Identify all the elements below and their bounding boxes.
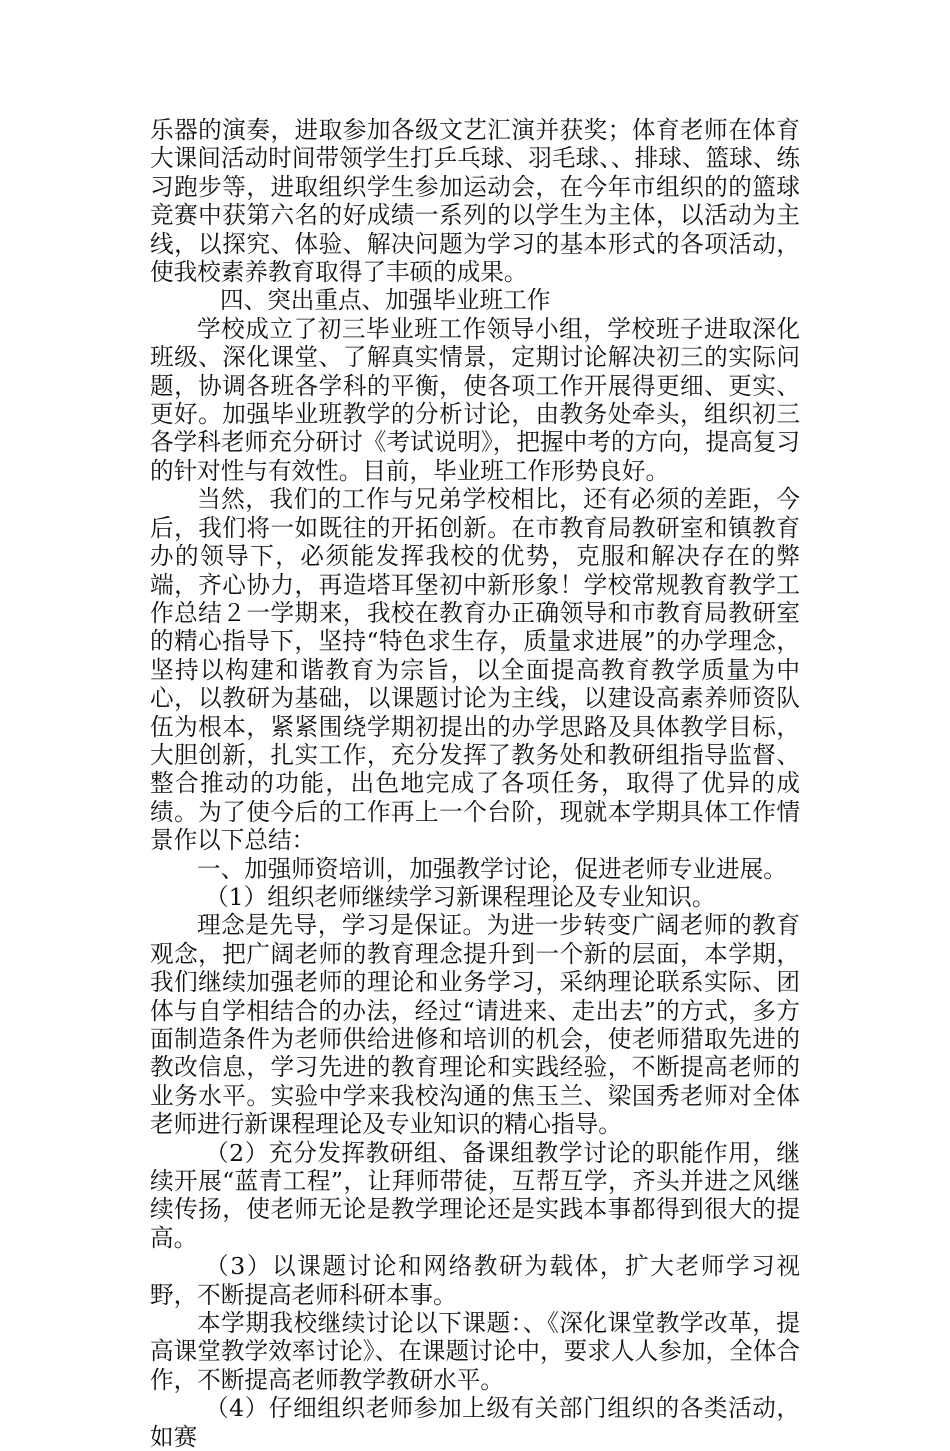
paragraph-item-4: （4）仔细组织老师参加上级有关部门组织的各类活动，如赛 <box>150 1394 800 1451</box>
paragraph-item-3: （3）以课题讨论和网络教研为载体，扩大老师学习视野，不断提高老师科研本事。 <box>150 1252 800 1309</box>
paragraph-arts-sports-activities: 乐器的演奏，进取参加各级文艺汇演并获奖；体育老师在体育大课间活动时间带领学生打乒乓球、羽毛球、、排球、篮球、练习跑步等，进取组织学生参加运动会，在今年市组织的的篮球竞赛中获第六名的好成绩一系列的以学生为主体，以活动为主线，以探究、体验、解决问题为学习的基本形式的各项活动，使我校素养教育取得了丰硕的成果。 <box>150 116 800 287</box>
paragraph-item-2: （2）充分发挥教研组、备课组教学讨论的职能作用，继续开展“蓝青工程”，让拜师带徒，互帮互学，齐头并进之风继续传扬，使老师无论是教学理论还是实践本事都得到很大的提高。 <box>150 1138 800 1252</box>
section-heading-teacher-training: 一、加强师资培训，加强教学讨论，促进老师专业进展。 <box>197 854 787 883</box>
paragraph-graduating-class-work: 学校成立了初三毕业班工作领导小组，学校班子进取深化班级、深化课堂、了解真实情景，定期讨论解决初三的实际问题，协调各班各学科的平衡，使各项工作开展得更细、更实、更好。加强毕业班教学的分析讨论，由教务处牵头，组织初三各学科老师充分研讨《考试说明》，把握中考的方向，提高复习的针对性与有效性。目前，毕业班工作形势良好。 <box>150 314 800 485</box>
paragraph-summary-intro: 当然，我们的工作与兄弟学校相比，还有必须的差距，今后，我们将一如既往的开拓创新。在市教育局教研室和镇教育办的领导下，必须能发挥我校的优势，克服和解决存在的弊端，齐心协力，再造塔耳堡初中新形象！学校常规教育教学工作总结２一学期来，我校在教育办正确领导和市教育局教研室的精心指导下，坚持“特色求生存，质量求进展”的办学理念，坚持以构建和谐教育为宗旨，以全面提高教育教学质量为中心，以教研为基础，以课题讨论为主线，以建设高素养师资队伍为根本，紧紧围绕学期初提出的办学思路及具体教学目标，大胆创新，扎实工作，充分发挥了教务处和教研组指导监督、整合推动的功能，出色地完成了各项任务，取得了优异的成绩。为了使今后的工作再上一个台阶，现就本学期具体工作情景作以下总结： <box>150 485 800 855</box>
subheading-item-1: （1）组织老师继续学习新课程理论及专业知识。 <box>205 882 716 911</box>
section-heading-graduating-class: 四、突出重点、加强毕业班工作 <box>220 286 551 315</box>
paragraph-research-topics: 本学期我校继续讨论以下课题：、《深化课堂教学改革，提高课堂教学效率讨论》、在课题讨论中，要求人人参加，全体合作，不断提高老师教学教研水平。 <box>150 1309 800 1394</box>
document-body <box>150 116 800 1451</box>
paragraph-teaching-philosophy: 理念是先导，学习是保证。为进一步转变广阔老师的教育观念，把广阔老师的教育理念提升到一个新的层面，本学期，我们继续加强老师的理论和业务学习，采纳理论联系实际、团体与自学相结合的办法，经过“请进来、走出去”的方式，多方面制造条件为老师供给进修和培训的机会，使老师猎取先进的教改信息，学习先进的教育理论和实践经验，不断提高老师的业务水平。实验中学来我校沟通的焦玉兰、梁国秀老师对全体老师进行新课程理论及专业知识的精心指导。 <box>150 911 800 1139</box>
